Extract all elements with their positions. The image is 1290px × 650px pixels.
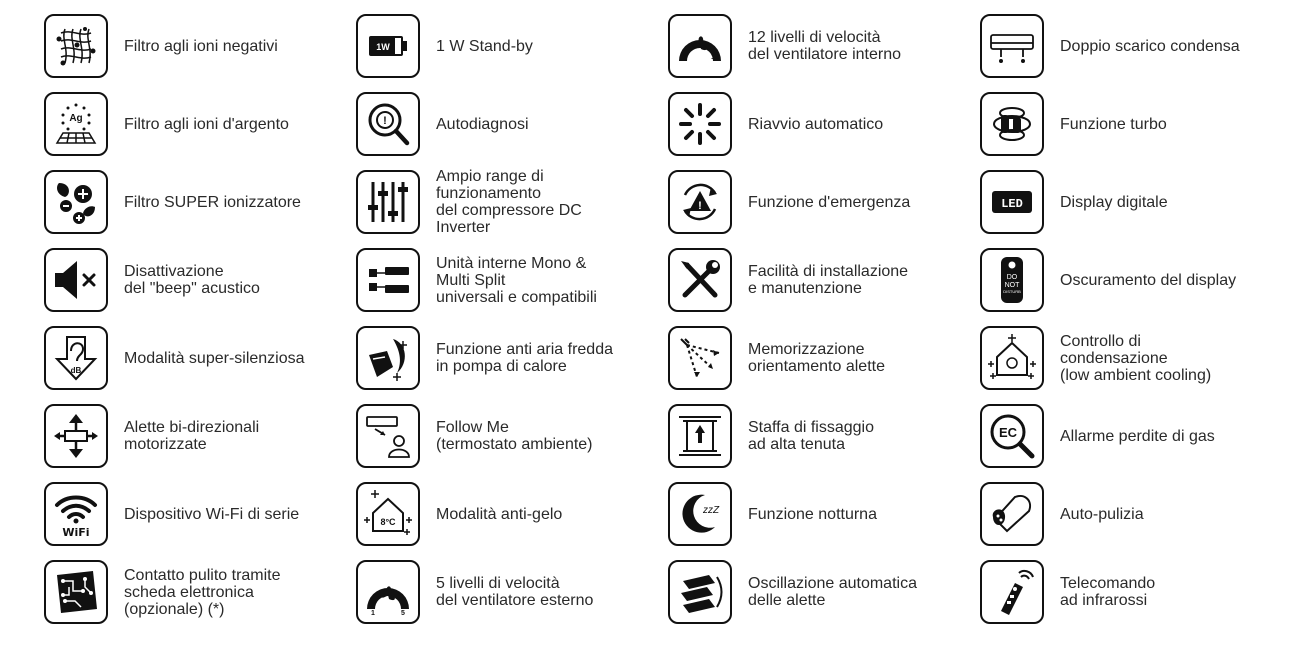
feature-item — [356, 12, 656, 80]
feature-item — [356, 168, 656, 236]
standby-1w-icon — [356, 14, 420, 78]
feature-label: Autodiagnosi — [436, 115, 529, 133]
feature-item — [356, 324, 656, 392]
double-condensate-drain-icon — [980, 14, 1044, 78]
feature-label: Controllo di condensazione (low ambient cooling) — [1060, 332, 1212, 384]
fan-min-text: 1 — [683, 54, 687, 61]
feature-label: 12 livelli di velocità del ventilatore interno — [748, 29, 901, 63]
feature-label: Funzione turbo — [1060, 115, 1167, 133]
feature-item — [980, 168, 1280, 236]
feature-label: Memorizzazione orientamento alette — [748, 341, 885, 375]
feature-item — [668, 324, 968, 392]
feature-item — [668, 402, 968, 470]
feature-item — [980, 324, 1280, 392]
feature-item — [668, 168, 968, 236]
feature-label: Filtro agli ioni d'argento — [124, 115, 289, 133]
feature-label: Filtro SUPER ionizzatore — [124, 193, 301, 211]
low-ambient-cooling-icon — [980, 326, 1044, 390]
feature-item — [356, 558, 656, 626]
wifi-icon — [44, 482, 108, 546]
feature-item — [44, 324, 344, 392]
easy-installation-icon — [668, 248, 732, 312]
feature-label: Unità interne Mono & Multi Split universali e compatibili — [436, 254, 597, 306]
feature-label: Oscuramento del display — [1060, 271, 1237, 289]
compressor-range-icon — [356, 170, 420, 234]
display-text: LED — [1001, 197, 1023, 211]
feature-label: Telecomando ad infrarossi — [1060, 575, 1156, 609]
self-diagnosis-icon — [356, 92, 420, 156]
feature-label: 5 livelli di velocità del ventilatore esterno — [436, 575, 594, 609]
feature-label: Facilità di installazione e manutenzione — [748, 263, 909, 297]
silent-text: dB — [70, 366, 82, 375]
louver-memory-icon — [668, 326, 732, 390]
silver-ion-text: Ag — [69, 113, 83, 124]
infrared-remote-icon — [980, 560, 1044, 624]
self-cleaning-icon — [980, 482, 1044, 546]
gas-leak-alarm-icon — [980, 404, 1044, 468]
display-dimming-icon — [980, 248, 1044, 312]
auto-restart-icon — [668, 92, 732, 156]
gas-leak-text: EC — [998, 425, 1018, 440]
feature-item — [44, 168, 344, 236]
feature-label: Modalità super-silenziosa — [124, 349, 305, 367]
feature-item — [356, 480, 656, 548]
wifi-text: WiFi — [62, 526, 90, 539]
anti-cold-air-icon — [356, 326, 420, 390]
feature-label: Staffa di fissaggio ad alta tenuta — [748, 419, 875, 453]
diagnosis-text: ! — [383, 115, 387, 127]
feature-item — [980, 246, 1280, 314]
feature-item — [980, 480, 1280, 548]
follow-me-icon — [356, 404, 420, 468]
feature-item — [44, 558, 344, 626]
feature-label: Allarme perdite di gas — [1060, 427, 1215, 445]
feature-label: Funzione d'emergenza — [748, 193, 911, 211]
anti-freeze-icon — [356, 482, 420, 546]
emergency-function-icon — [668, 170, 732, 234]
silver-ion-filter-icon — [44, 92, 108, 156]
feature-item — [44, 12, 344, 80]
feature-label: Auto-pulizia — [1060, 505, 1144, 523]
auto-swing-icon — [668, 560, 732, 624]
feature-item — [980, 12, 1280, 80]
feature-item — [44, 246, 344, 314]
feature-item — [668, 12, 968, 80]
feature-item — [668, 558, 968, 626]
feature-item — [356, 90, 656, 158]
beep-mute-icon — [44, 248, 108, 312]
feature-item — [668, 480, 968, 548]
indoor-fan-speed-icon — [668, 14, 732, 78]
feature-label: Funzione notturna — [748, 505, 877, 523]
dnd-text-3: DISTURB — [1003, 289, 1021, 294]
feature-item — [44, 480, 344, 548]
feature-item — [668, 246, 968, 314]
feature-label: Contatto pulito tramite scheda elettronica (opzionale) (*) — [124, 566, 281, 618]
feature-item — [668, 90, 968, 158]
feature-label: Follow Me (termostato ambiente) — [436, 419, 593, 453]
emergency-text: ! — [698, 200, 702, 212]
feature-label: Riavvio automatico — [748, 115, 884, 133]
feature-label: Disattivazione del "beep" acustico — [124, 263, 260, 297]
anti-freeze-text: 8°C — [380, 517, 396, 527]
feature-label: Modalità anti-gelo — [436, 505, 563, 523]
feature-label: Dispositivo Wi-Fi di serie — [124, 505, 300, 523]
feature-item — [44, 402, 344, 470]
feature-label: Doppio scarico condensa — [1060, 37, 1240, 55]
feature-label: Oscillazione automatica delle alette — [748, 575, 917, 609]
feature-label: Alette bi-direzionali motorizzate — [124, 419, 260, 453]
digital-display-icon — [980, 170, 1044, 234]
outdoor-fan-speed-icon — [356, 560, 420, 624]
feature-item — [44, 90, 344, 158]
feature-label: Funzione anti aria fredda in pompa di calore — [436, 341, 613, 375]
mono-multi-split-icon — [356, 248, 420, 312]
dnd-text-2: NOT — [1004, 282, 1020, 289]
feature-item — [356, 246, 656, 314]
feature-item — [980, 402, 1280, 470]
outdoor-fan-min-text: 1 — [371, 610, 375, 617]
bidirectional-louvers-icon — [44, 404, 108, 468]
dry-contact-pcb-icon — [44, 560, 108, 624]
standby-icon-text: 1W — [376, 42, 390, 52]
feature-item — [980, 558, 1280, 626]
turbo-function-icon — [980, 92, 1044, 156]
feature-label: 1 W Stand-by — [436, 37, 533, 55]
feature-label: Display digitale — [1060, 193, 1168, 211]
feature-item — [980, 90, 1280, 158]
mounting-bracket-icon — [668, 404, 732, 468]
night-mode-icon — [668, 482, 732, 546]
feature-label: Ampio range di funzionamento del compressore DC Inverter — [436, 168, 582, 236]
outdoor-fan-max-text: 5 — [401, 610, 405, 617]
super-silent-mode-icon — [44, 326, 108, 390]
dnd-text-1: DO — [1006, 274, 1018, 281]
negative-ion-filter-icon — [44, 14, 108, 78]
feature-label: Filtro agli ioni negativi — [124, 37, 278, 55]
feature-item — [356, 402, 656, 470]
night-text: zzZ — [702, 505, 720, 516]
fan-max-text: 12 — [711, 54, 719, 61]
super-ionizer-filter-icon — [44, 170, 108, 234]
